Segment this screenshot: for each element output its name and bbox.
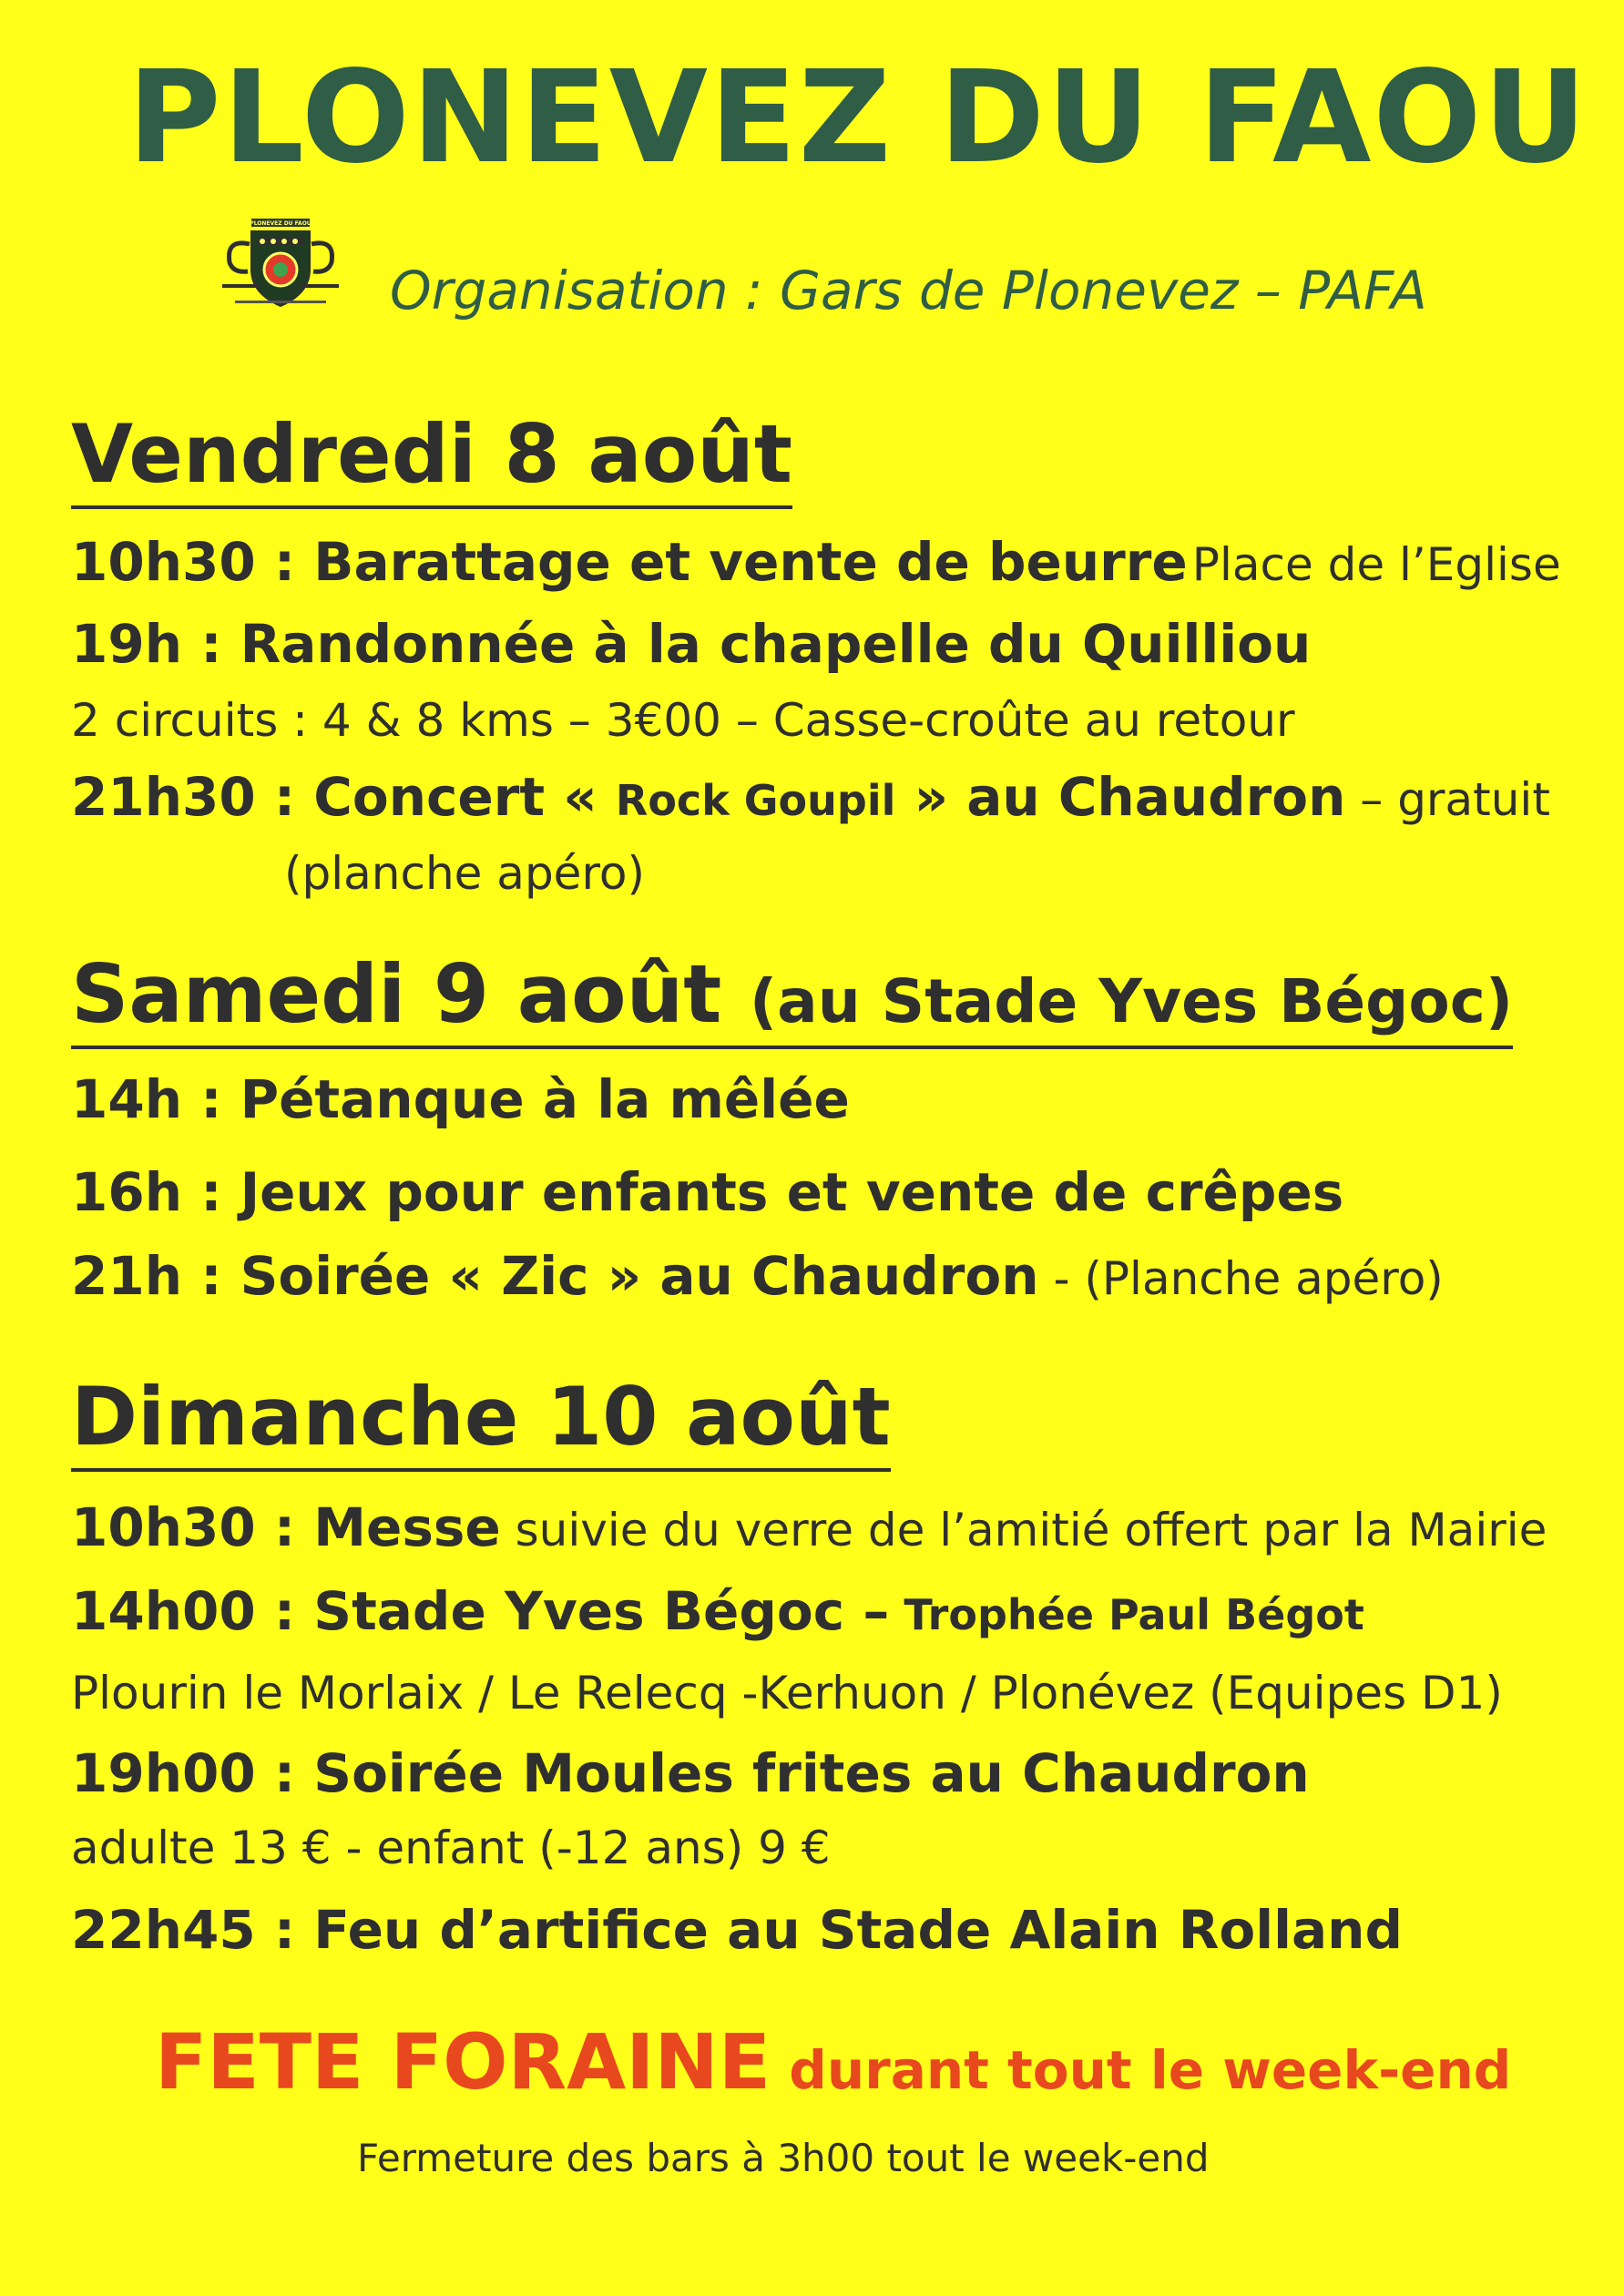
event-sunday-4: [71, 1899, 1403, 1961]
band-name: Rock Goupil: [615, 776, 896, 825]
day-label: Samedi 9 août: [71, 947, 722, 1041]
trophy-name: Trophée Paul Bégot: [889, 1590, 1364, 1639]
event-saturday-1: [71, 1068, 850, 1130]
day-heading-saturday: [71, 947, 1514, 1049]
event-saturday-3: [71, 1245, 1444, 1307]
event-friday-1: [71, 531, 1561, 593]
event-detail: (planche apéro): [284, 847, 645, 900]
event-time-title: 21h30 : Concert «: [71, 766, 616, 828]
event-sunday-2: [71, 1580, 1364, 1642]
day-heading-friday: Vendredi 8 août: [71, 414, 792, 509]
event-detail: suivie du verre de l’amitié offert par la Mairie: [500, 1504, 1547, 1556]
event-location: Place de l’Eglise: [1191, 538, 1561, 591]
event-title: 21h : Soirée « Zic » au Chaudron: [71, 1245, 1039, 1307]
organisation-line: Organisation : Gars de Plonevez – PAFA: [390, 260, 1427, 321]
event-sunday-2-detail: [71, 1667, 1503, 1719]
event-friday-3-detail: [284, 847, 645, 900]
event-friday-2: [71, 613, 1312, 675]
event-title: 14h : Pétanque à la mêlée: [71, 1068, 850, 1130]
event-price: – gratuit: [1345, 773, 1550, 826]
page-title: PLONEVEZ DU FAOU: [128, 44, 1589, 192]
crest-label: PLONEVEZ DU FAOU: [250, 220, 312, 227]
event-place: » au Chaudron: [895, 766, 1346, 828]
fete-foraine-banner: [155, 2017, 1512, 2107]
event-title: 14h00 : Stade Yves Bégoc –: [71, 1580, 890, 1642]
event-title: 19h : Randonnée à la chapelle du Quilliou: [71, 613, 1312, 675]
closing-note: Fermeture des bars à 3h00 tout le week-end: [357, 2136, 1210, 2180]
fete-subtitle: durant tout le week-end: [771, 2039, 1512, 2101]
event-detail: 2 circuits : 4 & 8 kms – 3€00 – Casse-croûte au retour: [71, 694, 1295, 747]
event-detail: Plourin le Morlaix / Le Relecq -Kerhuon / Plonévez (Equipes D1): [71, 1667, 1503, 1719]
event-detail: adulte 13 € - enfant (-12 ans) 9 €: [71, 1821, 831, 1874]
coat-of-arms-logo: [217, 217, 344, 311]
event-friday-2-detail: [71, 694, 1295, 747]
event-title: 16h : Jeux pour enfants et vente de crêpes: [71, 1161, 1344, 1223]
event-title: 22h45 : Feu d’artifice au Stade Alain Rolland: [71, 1899, 1403, 1961]
event-sunday-3-detail: [71, 1821, 831, 1874]
event-title: 10h30 : Barattage et vente de beurre: [71, 531, 1188, 593]
event-saturday-2: [71, 1161, 1344, 1223]
event-detail: - (Planche apéro): [1038, 1252, 1444, 1305]
event-sunday-1: [71, 1496, 1547, 1558]
event-title: 10h30 : Messe: [71, 1496, 501, 1558]
event-friday-3: [71, 766, 1550, 828]
event-sunday-3: [71, 1742, 1310, 1804]
day-venue-note: (au Stade Yves Bégoc): [750, 966, 1514, 1036]
event-title: 19h00 : Soirée Moules frites au Chaudron: [71, 1742, 1310, 1804]
day-heading-sunday: Dimanche 10 août: [71, 1377, 891, 1472]
fete-title: FETE FORAINE: [155, 2017, 771, 2107]
